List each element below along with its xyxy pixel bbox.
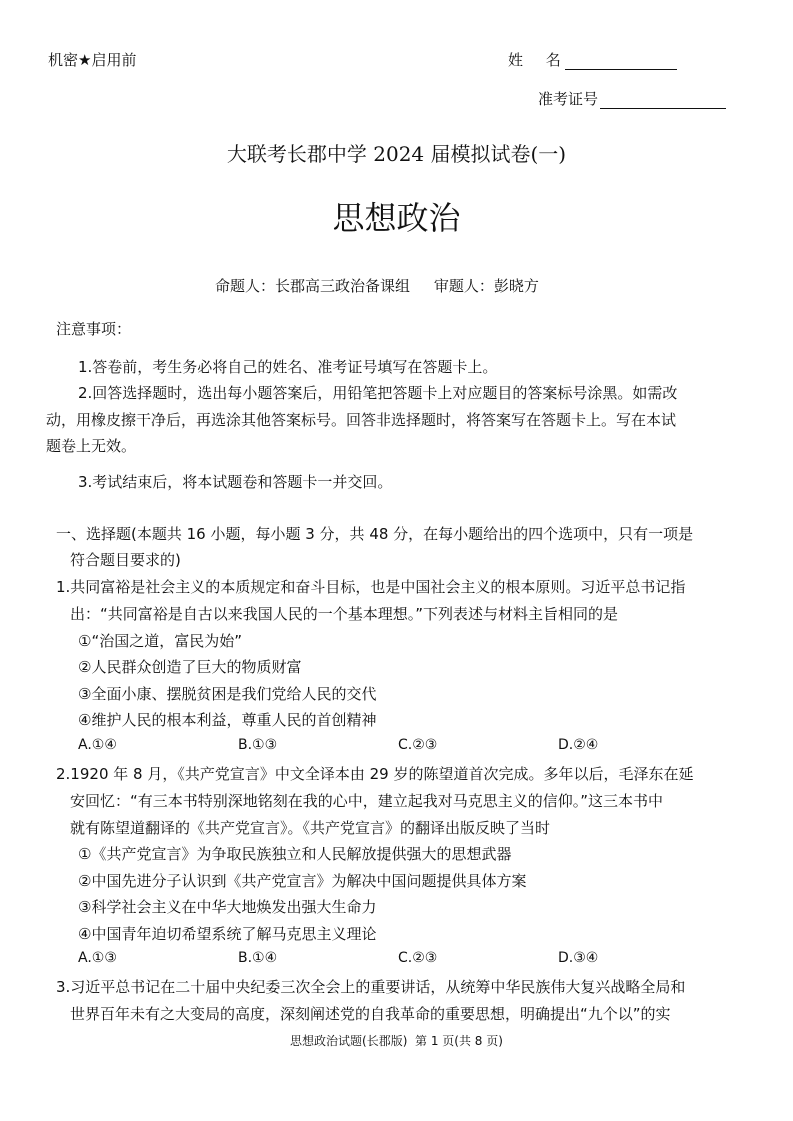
note-item: 3.考试结束后，将本试题卷和答题卡一并交回。 <box>78 473 393 491</box>
name-field <box>508 49 677 70</box>
confidential-label: 机密★启用前 <box>48 51 137 69</box>
page-footer: 思想政治试题(长郡版) 第 1 页(共 8 页) <box>290 1034 503 1048</box>
option-c: C.②③ <box>398 737 438 753</box>
note-item: 1.答卷前，考生务必将自己的姓名、准考证号填写在答题卡上。 <box>78 358 498 376</box>
authors-line: 命题人：长郡高三政治备课组 审题人：彭晓方 <box>215 277 539 295</box>
id-label: 准考证号 <box>538 90 599 108</box>
exam-title: 大联考长郡中学 2024 届模拟试卷(一) <box>226 142 567 166</box>
question-stem: 世界百年未有之大变局的高度，深刻阐述党的自我革命的重要思想，明确提出“九个以”的实 <box>70 1005 671 1023</box>
question-stem: 1.共同富裕是社会主义的本质规定和奋斗目标，也是中国社会主义的根本原则。习近平总书记指 <box>56 578 686 596</box>
section-heading-cont: 符合题目要求的) <box>70 551 181 569</box>
option-c: C.②③ <box>398 950 438 966</box>
question-stem: 安回忆：“有三本书特别深地铭刻在我的心中，建立起我对马克思主义的信仰。”这三本书中 <box>70 792 664 810</box>
option-d: D.②④ <box>558 737 599 753</box>
question-stem: 就有陈望道翻译的《共产党宣言》。《共产党宣言》的翻译出版反映了当时 <box>70 819 551 837</box>
question-stem: 2.1920 年 8 月，《共产党宣言》中文全译本由 29 岁的陈望道首次完成。多年以后，毛泽东在延 <box>56 765 694 783</box>
name-label: 姓 名 <box>508 51 561 69</box>
option-a: A.①③ <box>78 950 117 966</box>
statement: ④中国青年迫切希望系统了解马克思主义理论 <box>78 925 377 943</box>
notes-heading: 注意事项： <box>56 320 132 338</box>
name-blank <box>565 53 677 70</box>
section-heading: 一、选择题(本题共 16 小题，每小题 3 分，共 48 分，在每小题给出的四个选项中，只有一项是 <box>56 525 694 543</box>
question-stem: 出：“共同富裕是自古以来我国人民的一个基本理想。”下列表述与材料主旨相同的是 <box>70 605 619 623</box>
statement: ①“治国之道，富民为始” <box>78 632 242 650</box>
statement: ②中国先进分子认识到《共产党宣言》为解决中国问题提供具体方案 <box>78 872 527 890</box>
id-field <box>538 88 726 109</box>
subject-title: 思想政治 <box>332 199 461 237</box>
note-item: 题卷上无效。 <box>46 437 137 455</box>
note-item: 2.回答选择题时，选出每小题答案后，用铅笔把答题卡上对应题目的答案标号涂黑。如需改 <box>78 384 678 402</box>
option-a: A.①④ <box>78 737 117 753</box>
statement: ③科学社会主义在中华大地焕发出强大生命力 <box>78 898 377 916</box>
statement: ②人民群众创造了巨大的物质财富 <box>78 658 302 676</box>
statement: ①《共产党宣言》为争取民族独立和人民解放提供强大的思想武器 <box>78 845 512 863</box>
id-blank <box>600 92 726 109</box>
statement: ③全面小康、摆脱贫困是我们党给人民的交代 <box>78 685 377 703</box>
option-b: B.①④ <box>238 950 278 966</box>
note-item: 动，用橡皮擦干净后，再选涂其他答案标号。回答非选择题时，将答案写在答题卡上。写在本试 <box>46 411 677 429</box>
option-b: B.①③ <box>238 737 278 753</box>
statement: ④维护人民的根本利益，尊重人民的首创精神 <box>78 711 377 729</box>
question-stem: 3.习近平总书记在二十届中央纪委三次全会上的重要讲话，从统筹中华民族伟大复兴战略全局和 <box>56 978 686 996</box>
option-d: D.③④ <box>558 950 599 966</box>
